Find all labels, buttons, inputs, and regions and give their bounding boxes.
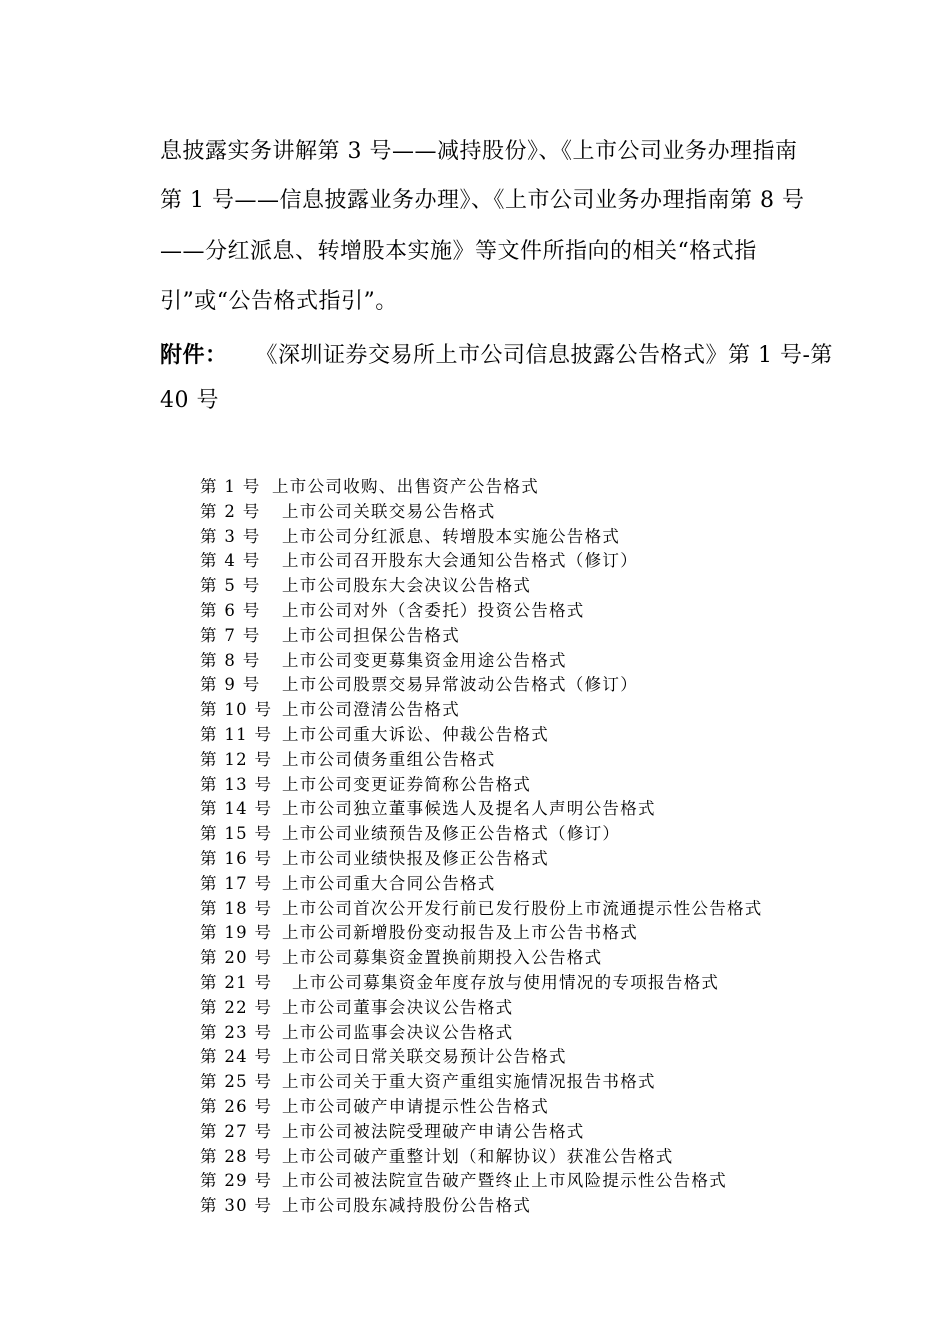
format-number: 第 14 号: [200, 799, 273, 819]
format-number: 第 26 号: [200, 1096, 273, 1116]
format-title: 上市公司担保公告格式: [282, 625, 460, 645]
format-number: 第 23 号: [200, 1022, 273, 1042]
format-number: 第 5 号: [200, 576, 261, 596]
format-list-item: [200, 723, 820, 748]
format-number: 第 24 号: [200, 1047, 273, 1067]
format-number: 第 10 号: [200, 700, 273, 720]
format-list-item: [200, 673, 820, 698]
format-number: 第 6 号: [200, 600, 261, 620]
format-title: 上市公司首次公开发行前已发行股份上市流通提示性公告格式: [282, 898, 763, 918]
format-list-item: [200, 475, 820, 500]
format-list-item: [200, 748, 820, 773]
format-number: 第 1 号: [200, 477, 261, 496]
format-list-item: [200, 921, 820, 946]
format-number: 第 2 号: [200, 501, 261, 521]
format-list-item: [200, 1194, 820, 1219]
format-title: 上市公司股东大会决议公告格式: [282, 576, 532, 596]
format-number: 第 17 号: [200, 873, 273, 893]
format-list-item: [200, 822, 820, 847]
format-title: 上市公司董事会决议公告格式: [282, 997, 514, 1017]
format-title: 上市公司监事会决议公告格式: [282, 1022, 514, 1042]
format-number: 第 30 号: [200, 1196, 273, 1216]
format-number: 第 22 号: [200, 997, 273, 1017]
format-title: 上市公司募集资金置换前期投入公告格式: [282, 948, 603, 968]
format-title: 上市公司业绩预告及修正公告格式（修订）: [282, 824, 621, 844]
format-number: 第 29 号: [200, 1171, 273, 1191]
format-title: 上市公司重大诉讼、仲裁公告格式: [282, 724, 549, 744]
format-number: 第 3 号: [200, 526, 261, 546]
format-list-item: [200, 1070, 820, 1095]
format-list-item: [200, 1095, 820, 1120]
body-line-3: ——分红派息、转增股本实施》等文件所指向的相关“格式指: [160, 239, 757, 264]
format-number: 第 9 号: [200, 675, 261, 695]
format-title: 上市公司募集资金年度存放与使用情况的专项报告格式: [292, 972, 720, 992]
format-list-item: [200, 549, 820, 574]
format-title: 上市公司关于重大资产重组实施情况报告书格式: [282, 1072, 656, 1092]
body-line-1: 息披露实务讲解第 3 号——减持股份》、《上市公司业务办理指南: [160, 139, 798, 164]
format-list-item: [200, 847, 820, 872]
format-number: 第 21 号: [200, 972, 273, 992]
format-title: 上市公司重大合同公告格式: [282, 873, 496, 893]
format-number: 第 25 号: [200, 1072, 273, 1092]
format-list-item: [200, 698, 820, 723]
format-list-item: [200, 1169, 820, 1194]
format-title: 上市公司变更证券简称公告格式: [282, 774, 532, 794]
format-title: 上市公司分红派息、转增股本实施公告格式: [282, 526, 621, 546]
format-list-item: [200, 1120, 820, 1145]
format-title: 上市公司股东减持股份公告格式: [282, 1196, 532, 1216]
format-list-item: [200, 946, 820, 971]
format-title: 上市公司新增股份变动报告及上市公告书格式: [282, 923, 638, 943]
format-list-item: [200, 1021, 820, 1046]
format-title: 上市公司变更募集资金用途公告格式: [282, 650, 567, 670]
format-title: 上市公司被法院受理破产申请公告格式: [282, 1121, 585, 1141]
body-line-2: 第 1 号——信息披露业务办理》、《上市公司业务办理指南第 8 号: [160, 188, 805, 213]
format-number: 第 4 号: [200, 551, 261, 571]
format-list-item: [200, 500, 820, 525]
format-list-item: [200, 773, 820, 798]
format-list: [200, 475, 820, 1219]
format-title: 上市公司债务重组公告格式: [282, 749, 496, 769]
body-line-4: 引”或“公告格式指引”。: [160, 289, 398, 314]
format-list-item: [200, 1045, 820, 1070]
format-title: 上市公司独立董事候选人及提名人声明公告格式: [282, 799, 656, 819]
format-list-item: [200, 649, 820, 674]
format-number: 第 11 号: [200, 724, 273, 744]
attachment-line-cont: 40 号: [160, 388, 219, 413]
format-number: 第 15 号: [200, 824, 273, 844]
format-list-item: [200, 971, 820, 996]
attachment-label: 附件：: [160, 342, 228, 368]
format-number: 第 8 号: [200, 650, 261, 670]
format-number: 第 19 号: [200, 923, 273, 943]
format-title: 上市公司破产申请提示性公告格式: [282, 1096, 549, 1116]
format-title: 上市公司澄清公告格式: [282, 700, 460, 720]
format-number: 第 18 号: [200, 898, 273, 918]
format-number: 第 12 号: [200, 749, 273, 769]
format-number: 第 27 号: [200, 1121, 273, 1141]
format-list-item: [200, 797, 820, 822]
format-title: 上市公司收购、出售资产公告格式: [272, 477, 539, 496]
format-title: 上市公司股票交易异常波动公告格式（修订）: [282, 675, 638, 695]
format-list-item: [200, 525, 820, 550]
format-title: 上市公司日常关联交易预计公告格式: [282, 1047, 567, 1067]
format-list-item: [200, 624, 820, 649]
format-number: 第 7 号: [200, 625, 261, 645]
format-list-item: [200, 574, 820, 599]
format-list-item: [200, 1145, 820, 1170]
format-title: 上市公司破产重整计划（和解协议）获准公告格式: [282, 1146, 674, 1166]
format-title: 上市公司召开股东大会通知公告格式（修订）: [282, 551, 638, 571]
format-list-item: [200, 996, 820, 1021]
format-list-item: [200, 599, 820, 624]
format-list-item: [200, 872, 820, 897]
format-number: 第 20 号: [200, 948, 273, 968]
format-list-item: [200, 897, 820, 922]
format-number: 第 16 号: [200, 848, 273, 868]
format-title: 上市公司对外（含委托）投资公告格式: [282, 600, 585, 620]
format-title: 上市公司被法院宣告破产暨终止上市风险提示性公告格式: [282, 1171, 727, 1191]
format-title: 上市公司关联交易公告格式: [282, 501, 496, 521]
attachment-text: 《深圳证券交易所上市公司信息披露公告格式》第 1 号-第: [255, 343, 833, 368]
format-title: 上市公司业绩快报及修正公告格式: [282, 848, 549, 868]
format-number: 第 28 号: [200, 1146, 273, 1166]
attachment-line: [160, 340, 833, 371]
format-number: 第 13 号: [200, 774, 273, 794]
